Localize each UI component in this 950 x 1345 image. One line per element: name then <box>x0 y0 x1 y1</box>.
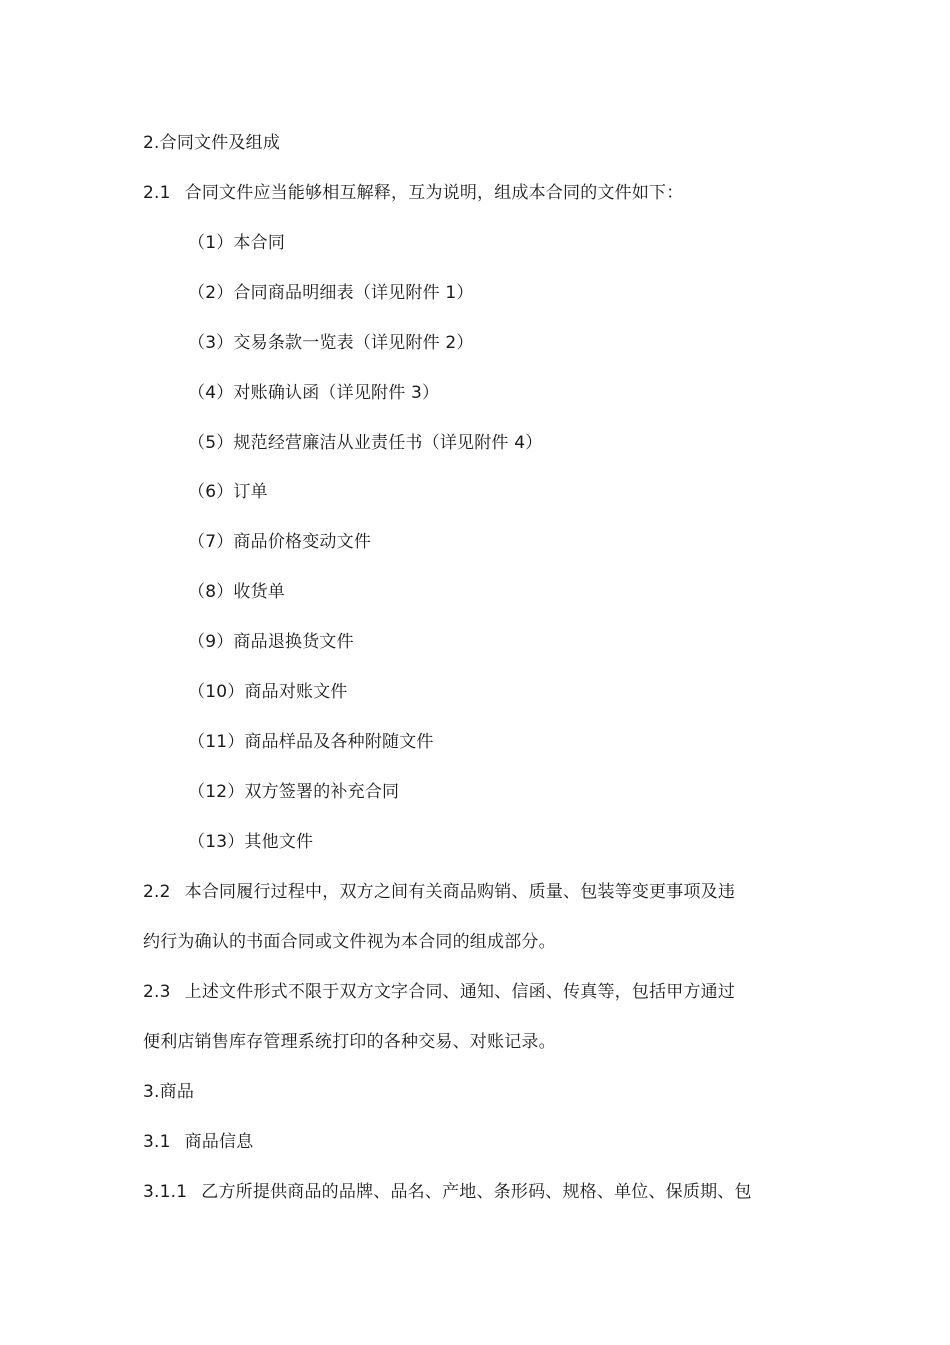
clause-2-3-line-1 <box>143 980 735 1004</box>
clause-2-3-line-2: 便利店销售库存管理系统打印的各种交易、对账记录。 <box>143 1032 556 1052</box>
clause-text: 上述文件形式不限于双方文字合同、通知、信函、传真等，包括甲方通过 <box>184 982 736 1002</box>
clause-number: 2.2 <box>143 882 171 902</box>
list-item: （1）本合同 <box>188 233 286 253</box>
clause-number: 2.1 <box>143 183 171 203</box>
list-item: （12）双方签署的补充合同 <box>188 782 400 802</box>
clause-2-2-line-1 <box>143 880 735 904</box>
clause-2-1 <box>143 181 683 205</box>
list-item: （6）订单 <box>188 482 268 502</box>
clause-text: 商品信息 <box>184 1132 254 1152</box>
list-item: （9）商品退换货文件 <box>188 632 354 652</box>
list-item: （13）其他文件 <box>188 832 314 852</box>
list-item: （10）商品对账文件 <box>188 682 348 702</box>
list-item: （11）商品样品及各种附随文件 <box>188 732 434 752</box>
clause-number: 3.1 <box>143 1132 171 1152</box>
section-3-title: 3.商品 <box>143 1082 195 1102</box>
clause-3-1-1 <box>143 1180 752 1204</box>
clause-3-1 <box>143 1130 253 1154</box>
clause-text: 本合同履行过程中，双方之间有关商品购销、质量、包装等变更事项及违 <box>184 882 736 902</box>
list-item: （2）合同商品明细表（详见附件 1） <box>188 283 474 303</box>
list-item: （4）对账确认函（详见附件 3） <box>188 383 440 403</box>
clause-text: 合同文件应当能够相互解释，互为说明，组成本合同的文件如下： <box>184 183 684 203</box>
clause-number: 3.1.1 <box>143 1182 188 1202</box>
section-2-title: 2.合同文件及组成 <box>143 133 281 153</box>
clause-2-2-line-2: 约行为确认的书面合同或文件视为本合同的组成部分。 <box>143 932 556 952</box>
list-item: （8）收货单 <box>188 582 286 602</box>
list-item: （7）商品价格变动文件 <box>188 532 372 552</box>
list-item: （5）规范经营廉洁从业责任书（详见附件 4） <box>188 433 543 453</box>
clause-number: 2.3 <box>143 982 171 1002</box>
list-item: （3）交易条款一览表（详见附件 2） <box>188 333 474 353</box>
clause-text: 乙方所提供商品的品牌、品名、产地、条形码、规格、单位、保质期、包 <box>201 1182 752 1202</box>
